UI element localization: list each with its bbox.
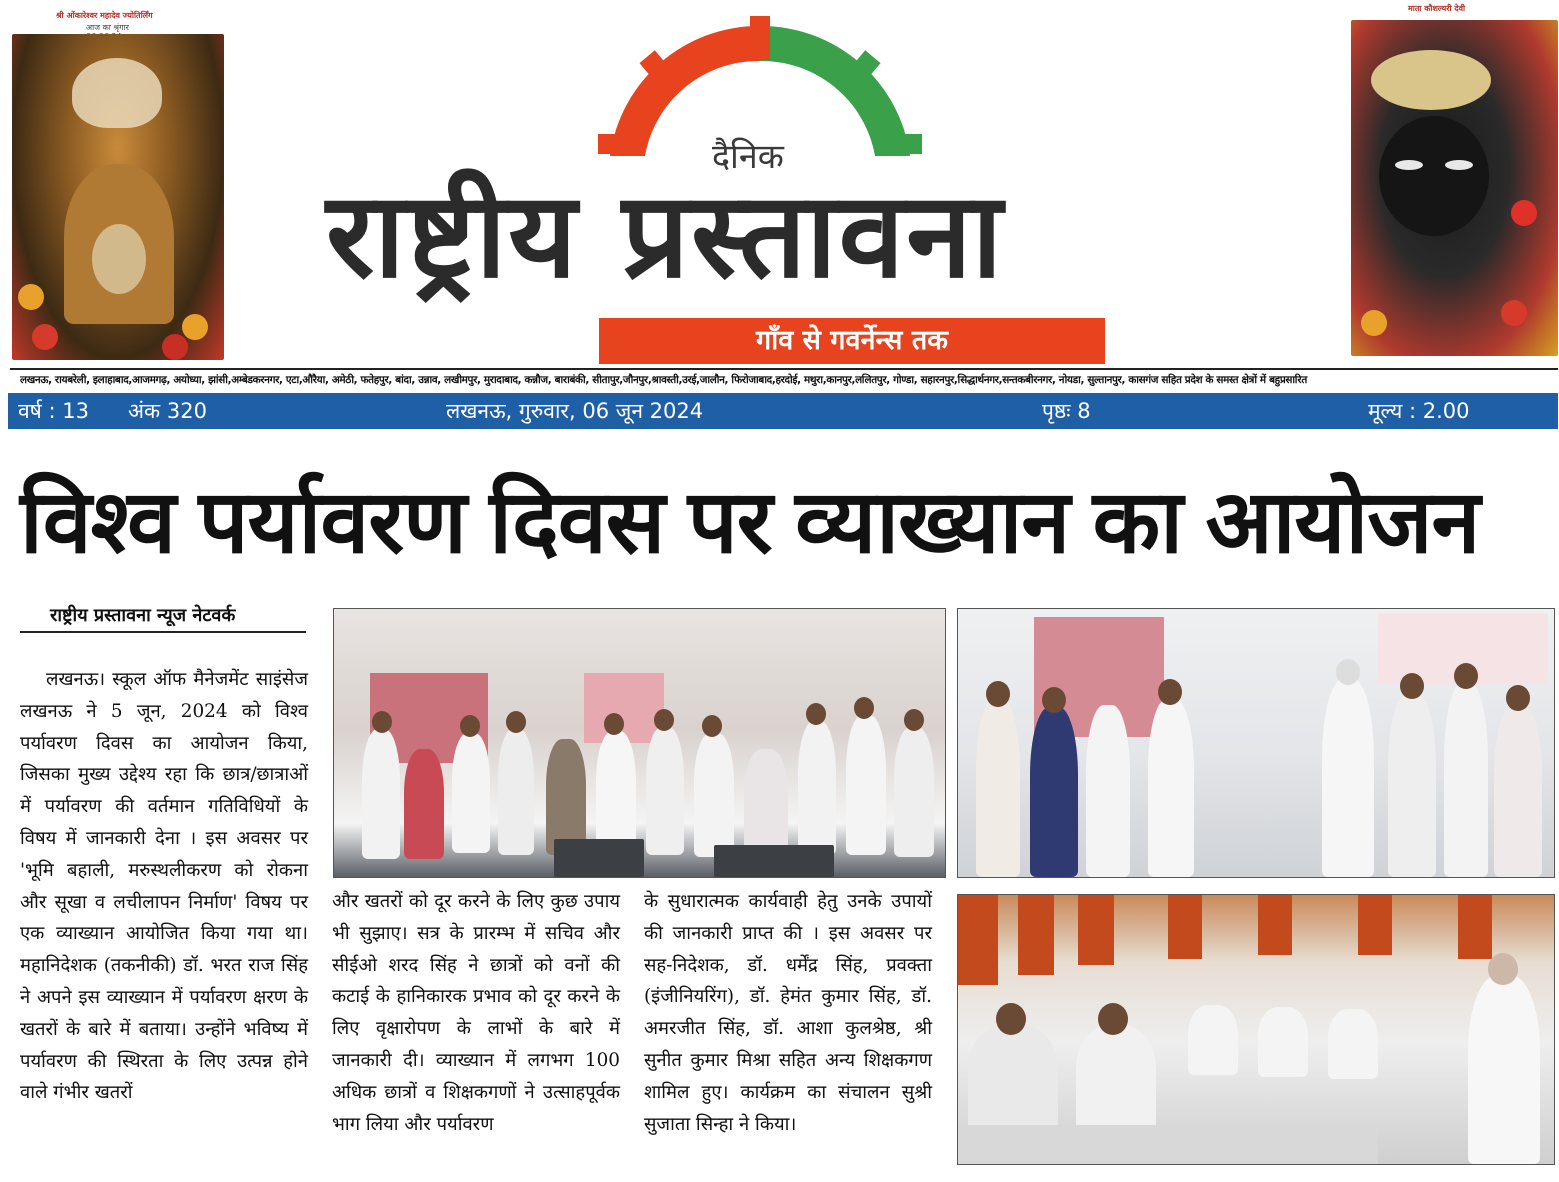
student-figure <box>694 733 734 857</box>
student-head <box>904 709 924 731</box>
tagline: गाँव से गवर्नेन्स तक <box>756 325 948 356</box>
person-head <box>1042 687 1066 713</box>
issue-info-bar <box>8 393 1558 429</box>
goddess-photo <box>1351 20 1558 356</box>
person-head <box>1158 679 1182 705</box>
left-photo-caption: श्री ओंकारेश्वर महादेव ज्योतिर्लिंग <box>56 11 153 20</box>
student-head <box>506 711 526 733</box>
window-curtain <box>1078 895 1114 965</box>
student-head <box>460 715 480 737</box>
person-head <box>1400 673 1424 699</box>
window-curtain <box>1258 895 1292 955</box>
article-column-1: लखनऊ। स्कूल ऑफ मैनेजमेंट साइंसेज लखनऊ ने 5 जून, 2024 को विश्व पर्यावरण दिवस का आयोजन किया, जिसका मुख्य उद्देश्य रहा कि छात्र/छात्राओं में पर्यावरण की वर्तमान गतिविधियों के विषय में जानकारी देना । इस अवसर पर 'भूमि बहाली, मरुस्थलीकरण को रोकना और सूखा व लचीलापन निर्माण' विषय पर एक व्याख्यान आयोजित किया गया था। महानिदेशक (तकनीकी) डॉ. भरत राज सिंह ने अपने इस व्याख्यान में पर्यावरण क्षरण के खतरों के बारे में बताया। उन्होंने भविष्य में पर्यावरण की स्थिरता के लिए उत्पन्न होने वाले गंभीर खतरों <box>20 669 308 1104</box>
student-figure <box>894 727 934 857</box>
goddess-eye <box>1395 160 1423 170</box>
student-figure <box>1148 699 1194 877</box>
seated-guest <box>968 1025 1058 1135</box>
person-head <box>1506 685 1530 711</box>
volume-year: वर्ष : 13 <box>18 399 89 423</box>
red-flower <box>1511 200 1537 226</box>
student-head <box>854 697 874 719</box>
price: मूल्य : 2.00 <box>1368 399 1470 423</box>
person-head <box>1336 659 1360 685</box>
window-curtain <box>1018 895 1054 975</box>
red-flower <box>1501 300 1527 326</box>
seated-student <box>1188 1005 1238 1075</box>
goddess-face <box>1379 116 1489 236</box>
paper-name: राष्ट्रीय प्रस्तावना <box>326 166 1005 304</box>
speaker-head <box>1488 953 1518 985</box>
window-curtain <box>958 895 998 985</box>
byline: राष्ट्रीय प्रस्तावना न्यूज नेटवर्क <box>50 605 236 626</box>
page-count: पृष्ठः 8 <box>1042 399 1091 423</box>
student-figure <box>498 729 534 855</box>
marigold-flower <box>18 284 44 310</box>
issue-number: अंक 320 <box>128 399 207 423</box>
goddess-crown <box>1371 50 1491 110</box>
logo-ray-left <box>598 134 642 154</box>
teacher-figure <box>404 749 444 859</box>
person-head <box>1098 1003 1128 1035</box>
shivling-photo <box>12 34 224 360</box>
desk-row <box>958 1125 1378 1164</box>
logo-ray-top <box>750 16 770 60</box>
marigold-flower <box>182 314 208 340</box>
student-figure <box>362 729 400 859</box>
left-photo-subcaption: आज का श्रृंगार <box>86 23 129 32</box>
group-photo <box>333 608 946 878</box>
logo-ray-right <box>878 134 922 154</box>
guest-figure <box>1322 679 1374 877</box>
article-column-2: और खतरों को दूर करने के लिए कुछ उपाय भी सुझाए। सत्र के प्रारम्भ में सचिव और सीईओ शरद सिंह ने छात्रों को वनों की कटाई के हानिकारक प्रभाव को दूर करने के लिए वृक्षारोपण के लाभों के बारे में जानकारी दी। व्याख्यान में लगभग 100 अधिक छात्रों व शिक्षकगणों ने उत्साहपूर्वक भाग लिया और पर्यावरण <box>332 891 620 1135</box>
student-figure <box>1086 705 1130 877</box>
paper-prefix: दैनिक <box>712 137 784 177</box>
student-figure <box>846 715 886 855</box>
goddess-eye <box>1445 160 1473 170</box>
computer-monitor <box>714 845 834 877</box>
student-figure <box>1444 683 1488 877</box>
guest-figure <box>1388 693 1436 877</box>
article-column-3: के सुधारात्मक कार्यवाही हेतु उनके उपायों की जानकारी प्राप्त की । इस अवसर पर सह-निदेशक, डॉ. धर्मेंद्र सिंह, प्रवक्ता (इंजीनियरिंग), डॉ. हेमंत कुमार सिंह, डॉ. अमरजीत सिंह, डॉ. आशा कुलश्रेष्ठ, श्री सुनीत कुमार मिश्रा सहित अन्य शिक्षकगण शामिल हुए। कार्यक्रम का संचालन सुश्री सुजाता सिन्हा ने किया। <box>644 891 932 1135</box>
computer-monitor <box>554 839 644 877</box>
student-head <box>806 703 826 725</box>
byline-rule <box>20 631 306 633</box>
person-head <box>986 681 1010 707</box>
window-curtain <box>1358 895 1392 955</box>
article-headline: विश्व पर्यावरण दिवस पर व्याख्यान का आयोजन <box>20 472 1480 571</box>
masthead-rule <box>10 368 1558 370</box>
dateline: लखनऊ, गुरुवार, 06 जून 2024 <box>446 399 704 423</box>
faculty-photo <box>957 608 1555 878</box>
marigold-flower <box>1361 310 1387 336</box>
person-head <box>996 1003 1026 1035</box>
speaker-figure <box>1468 975 1540 1164</box>
rose-flower <box>162 334 188 360</box>
seated-student <box>1328 1009 1378 1079</box>
student-figure <box>646 727 684 855</box>
teacher-figure <box>744 749 788 857</box>
circulation-districts: लखनऊ, रायबरेली, इलाहाबाद,आजमगढ़, अयोध्या, झांसी,अम्बेडकरनगर, एटा,औरैया, अमेठी, फतेहपुर, बांदा, उन्नाव, लखीमपुर, मुरादाबाद, कन्नौज, बाराबंकी, सीतापुर,जौनपुर,श्रावस्ती,उरई,जालौन, फिरोजाबाद,हरदोई, मथुरा,कानपुर,ललितपुर, गोण्डा, सहारनपुर,सिद्धार्थनगर,सन्तकबीरनगर, नोयडा, सुल्तानपुर, कासगंज सहित प्रदेश के समस्त क्षेत्रों में बहुप्रसारित <box>20 374 1307 386</box>
window-curtain <box>1168 895 1202 959</box>
seated-student <box>1258 1007 1308 1077</box>
student-figure <box>1030 707 1078 877</box>
teacher-figure <box>1494 705 1542 877</box>
teacher-figure <box>976 699 1020 877</box>
right-photo-caption: माता कौशल्यरी देवी <box>1408 4 1466 13</box>
student-head <box>702 715 722 737</box>
idol-crown <box>72 58 162 128</box>
idol-ornament <box>92 224 146 294</box>
window-curtain <box>1458 895 1492 959</box>
student-figure <box>452 733 490 853</box>
student-head <box>372 711 392 733</box>
student-head <box>604 713 624 735</box>
guest-figure <box>546 739 586 855</box>
seated-guest <box>1076 1025 1156 1135</box>
student-head <box>654 709 674 731</box>
lecture-hall-photo <box>957 894 1555 1165</box>
rose-flower <box>32 324 58 350</box>
person-head <box>1454 663 1478 689</box>
student-figure <box>798 721 836 855</box>
